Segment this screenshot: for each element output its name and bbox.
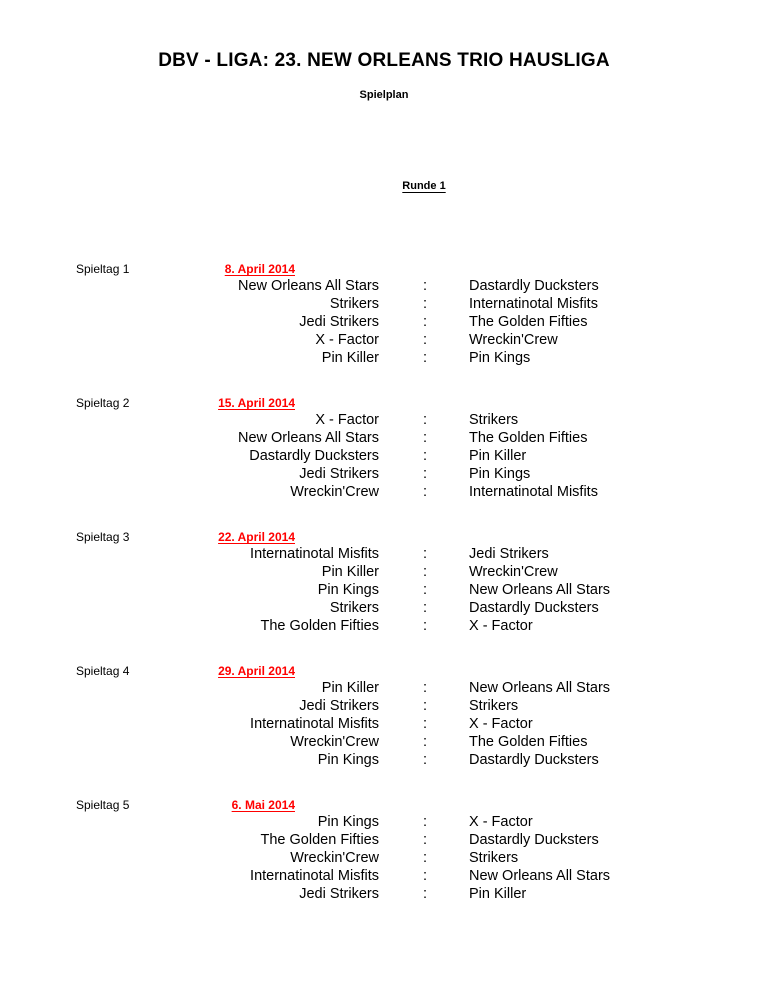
game-row xyxy=(0,429,768,447)
score-separator: : xyxy=(423,832,428,848)
home-team: Pin Killer xyxy=(321,564,379,580)
matchday-date: 29. April 2014 xyxy=(218,664,295,678)
score-separator: : xyxy=(423,296,428,312)
home-team: New Orleans All Stars xyxy=(237,278,379,294)
score-separator: : xyxy=(423,582,428,598)
home-team: Pin Kings xyxy=(317,582,379,598)
home-team: Pin Killer xyxy=(321,680,379,696)
score-separator: : xyxy=(423,600,428,616)
game-row xyxy=(0,465,768,483)
matchday-label: Spieltag 2 xyxy=(76,396,130,410)
away-team: The Golden Fifties xyxy=(469,314,588,330)
game-row xyxy=(0,813,768,831)
home-team: Strikers xyxy=(329,600,379,616)
score-separator: : xyxy=(423,868,428,884)
matchday-date: 6. Mai 2014 xyxy=(231,798,295,812)
away-team: Internatinotal Misfits xyxy=(469,484,598,500)
home-team: Jedi Strikers xyxy=(299,698,379,714)
away-team: New Orleans All Stars xyxy=(469,868,611,884)
game-row xyxy=(0,447,768,465)
away-team: The Golden Fifties xyxy=(469,430,588,446)
game-list xyxy=(0,411,768,501)
game-list xyxy=(0,545,768,635)
game-row xyxy=(0,277,768,295)
home-team: Pin Killer xyxy=(321,350,379,366)
game-row xyxy=(0,885,768,903)
away-team: New Orleans All Stars xyxy=(469,680,611,696)
away-team: X - Factor xyxy=(469,814,533,830)
game-row xyxy=(0,563,768,581)
matchday-date: 22. April 2014 xyxy=(218,530,295,544)
game-row xyxy=(0,313,768,331)
score-separator: : xyxy=(423,430,428,446)
home-team: Jedi Strikers xyxy=(299,886,379,902)
game-row xyxy=(0,581,768,599)
game-row xyxy=(0,331,768,349)
home-team: New Orleans All Stars xyxy=(237,430,379,446)
away-team: Internatinotal Misfits xyxy=(469,296,598,312)
score-separator: : xyxy=(423,314,428,330)
game-row xyxy=(0,599,768,617)
score-separator: : xyxy=(423,680,428,696)
away-team: X - Factor xyxy=(469,716,533,732)
game-row xyxy=(0,349,768,367)
home-team: Pin Kings xyxy=(317,814,379,830)
away-team: Pin Kings xyxy=(469,350,531,366)
matchday-date: 15. April 2014 xyxy=(218,396,295,410)
matchday-block xyxy=(0,396,768,521)
matchday-label: Spieltag 1 xyxy=(76,262,130,276)
score-separator: : xyxy=(423,734,428,750)
game-row xyxy=(0,545,768,563)
away-team: Dastardly Ducksters xyxy=(469,752,599,768)
game-row xyxy=(0,411,768,429)
matchday-date: 8. April 2014 xyxy=(224,262,295,276)
matchday-label: Spieltag 3 xyxy=(76,530,130,544)
score-separator: : xyxy=(423,350,428,366)
game-list xyxy=(0,277,768,367)
home-team: X - Factor xyxy=(315,332,379,348)
score-separator: : xyxy=(423,886,428,902)
score-separator: : xyxy=(423,412,428,428)
game-row xyxy=(0,295,768,313)
away-team: New Orleans All Stars xyxy=(469,582,611,598)
home-team: Dastardly Ducksters xyxy=(249,448,379,464)
score-separator: : xyxy=(423,278,428,294)
home-team: Jedi Strikers xyxy=(299,466,379,482)
matchday-block xyxy=(0,262,768,387)
away-team: Pin Kings xyxy=(469,466,531,482)
game-list xyxy=(0,679,768,769)
matchday-block xyxy=(0,664,768,789)
score-separator: : xyxy=(423,618,428,634)
score-separator: : xyxy=(423,850,428,866)
game-list xyxy=(0,813,768,903)
home-team: Internatinotal Misfits xyxy=(250,716,379,732)
home-team: Internatinotal Misfits xyxy=(250,868,379,884)
game-row xyxy=(0,715,768,733)
game-row xyxy=(0,849,768,867)
away-team: Dastardly Ducksters xyxy=(469,278,599,294)
score-separator: : xyxy=(423,332,428,348)
home-team: Pin Kings xyxy=(317,752,379,768)
score-separator: : xyxy=(423,448,428,464)
home-team: Jedi Strikers xyxy=(299,314,379,330)
score-separator: : xyxy=(423,564,428,580)
game-row xyxy=(0,679,768,697)
home-team: Wreckin'Crew xyxy=(290,850,379,866)
matchday-label: Spieltag 5 xyxy=(76,798,130,812)
away-team: The Golden Fifties xyxy=(469,734,588,750)
home-team: Internatinotal Misfits xyxy=(250,546,379,562)
away-team: Strikers xyxy=(469,412,519,428)
away-team: Dastardly Ducksters xyxy=(469,832,599,848)
page-title: DBV - LIGA: 23. NEW ORLEANS TRIO HAUSLIGA xyxy=(158,50,610,71)
game-row xyxy=(0,867,768,885)
home-team: X - Factor xyxy=(315,412,379,428)
score-separator: : xyxy=(423,484,428,500)
score-separator: : xyxy=(423,814,428,830)
game-row xyxy=(0,751,768,769)
score-separator: : xyxy=(423,546,428,562)
away-team: Wreckin'Crew xyxy=(469,332,558,348)
away-team: Pin Killer xyxy=(469,448,527,464)
matchday-block xyxy=(0,530,768,655)
score-separator: : xyxy=(423,698,428,714)
matchday-block xyxy=(0,798,768,923)
away-team: X - Factor xyxy=(469,618,533,634)
page-subtitle: Spielplan xyxy=(359,89,409,101)
game-row xyxy=(0,733,768,751)
home-team: The Golden Fifties xyxy=(260,832,379,848)
score-separator: : xyxy=(423,466,428,482)
matchday-label: Spieltag 4 xyxy=(76,664,130,678)
home-team: Wreckin'Crew xyxy=(290,734,379,750)
home-team: The Golden Fifties xyxy=(260,618,379,634)
game-row xyxy=(0,831,768,849)
score-separator: : xyxy=(423,752,428,768)
away-team: Jedi Strikers xyxy=(469,546,549,562)
away-team: Strikers xyxy=(469,698,519,714)
game-row xyxy=(0,483,768,501)
home-team: Strikers xyxy=(329,296,379,312)
round-label-text: Runde 1 xyxy=(402,180,446,192)
away-team: Wreckin'Crew xyxy=(469,564,558,580)
game-row xyxy=(0,617,768,635)
away-team: Strikers xyxy=(469,850,519,866)
home-team: Wreckin'Crew xyxy=(290,484,379,500)
away-team: Pin Killer xyxy=(469,886,527,902)
away-team: Dastardly Ducksters xyxy=(469,600,599,616)
round-label xyxy=(0,180,768,192)
score-separator: : xyxy=(423,716,428,732)
game-row xyxy=(0,697,768,715)
